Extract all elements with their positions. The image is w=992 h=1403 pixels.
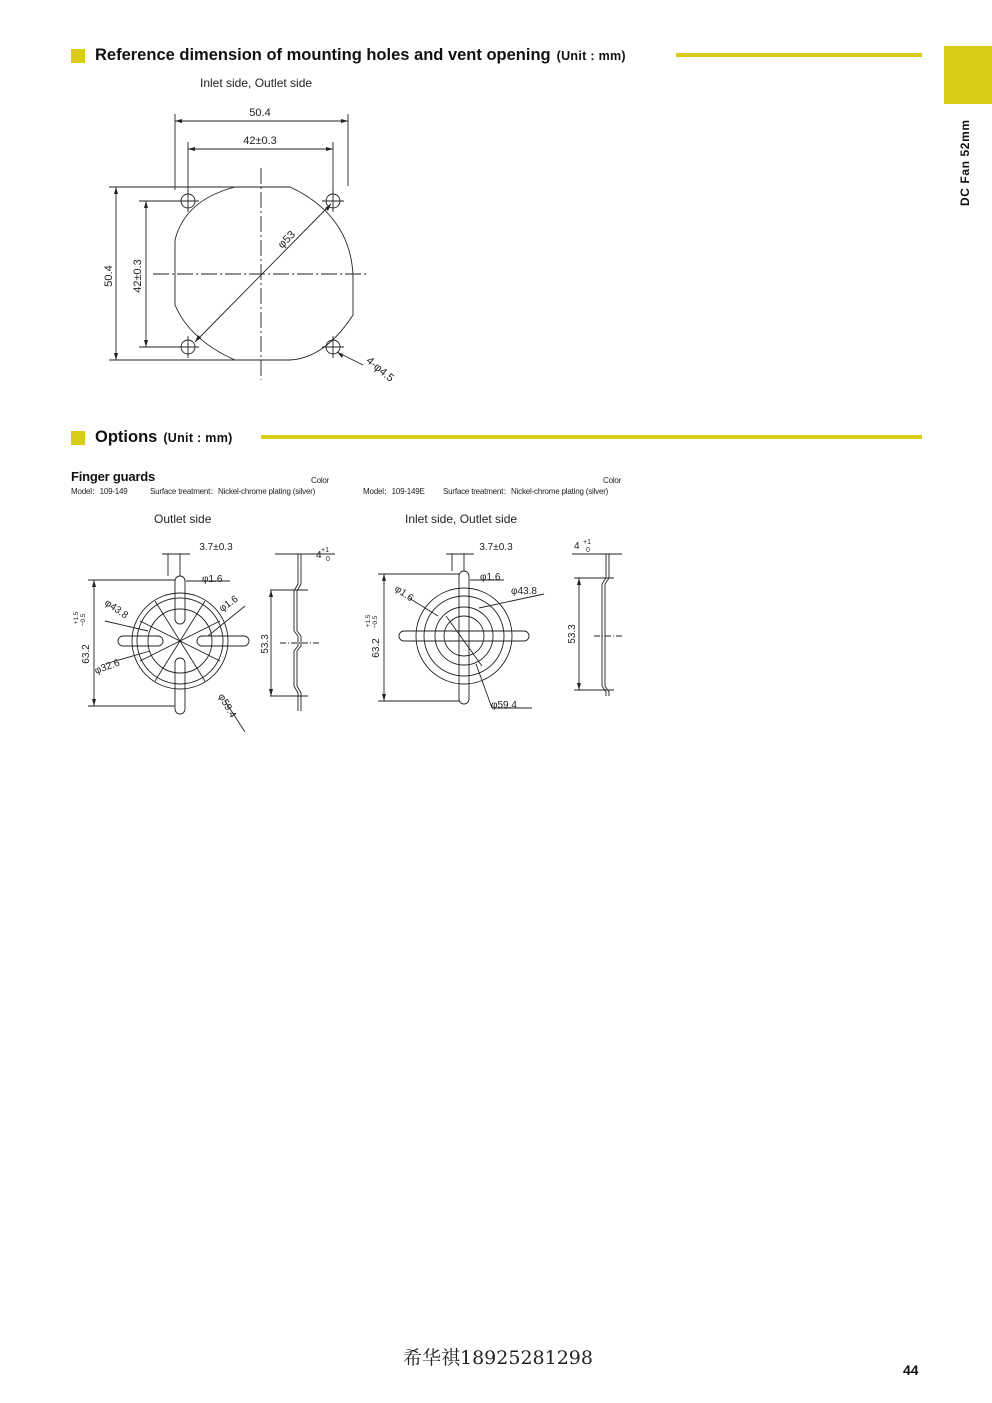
guard-a-model: Model：109-149: [71, 487, 128, 496]
guard-b-thickness: 4: [574, 541, 580, 552]
guard-b-thickness-tol-upper: +1: [583, 539, 591, 546]
dim-hole-pitch-y: 42±0.3: [132, 259, 144, 293]
reference-section-header: [71, 46, 626, 65]
guard-b-wire-spacing: 3.7±0.3: [479, 542, 513, 553]
guard-b-surface: Surface treatment：Nickel-chrome plating (silver): [443, 487, 609, 496]
page-number: 44: [903, 1362, 919, 1378]
guard-a-drawing: [70, 536, 350, 736]
guard-b-pitch: 53.3: [567, 624, 578, 644]
guard-b-color-label: Color: [603, 476, 622, 485]
guard-b-ring-outer: φ43.8: [511, 586, 537, 597]
guard-a-height-tol-lower: −0.5: [80, 613, 87, 627]
guard-b-wire-dia-2: φ1.6: [392, 583, 416, 605]
guard-a-thickness: 4: [316, 550, 322, 561]
side-tab-label: DC Fan 52mm: [958, 119, 972, 206]
guard-a-wire-spacing: 3.7±0.3: [199, 542, 233, 553]
guard-a-ring-outer: φ43.8: [102, 597, 130, 622]
options-section-header: [71, 428, 233, 447]
guard-b-height: 63.2: [371, 638, 382, 658]
guard-a-outer-dia: φ59.4: [215, 692, 238, 720]
reference-section-rule: [676, 53, 922, 57]
guard-b-outer-dia: φ59.4: [491, 700, 517, 711]
guard-a-height-tol-upper: +1.5: [73, 611, 80, 625]
dim-width-total: 50.4: [249, 107, 271, 119]
guard-b-height-tol-lower: −0.5: [372, 615, 379, 629]
guard-b-drawing: [364, 536, 644, 736]
options-section-title: Options: [95, 428, 158, 446]
side-tab: [944, 46, 992, 104]
guard-a-wire-dia-2: φ1.6: [217, 593, 241, 615]
reference-section-title: Reference dimension of mounting holes and vent opening: [95, 46, 551, 64]
guard-b-model: Model：109-149E: [363, 487, 425, 496]
guard-a-caption: Outlet side: [154, 512, 212, 526]
guard-a-color-label: Color: [311, 476, 330, 485]
dim-hole-pitch-x: 42±0.3: [243, 135, 277, 147]
footer-contact: 希华祺18925281298: [403, 1347, 593, 1369]
guard-a-thickness-tol-upper: +1: [321, 547, 329, 554]
reference-section-unit: (Unit : mm): [556, 48, 626, 63]
mounting-holes-drawing: [95, 100, 415, 400]
guard-a-thickness-tol-lower: 0: [326, 556, 330, 563]
section-marker-icon: [71, 431, 85, 445]
dim-height-total: 50.4: [103, 265, 115, 287]
finger-guards-title: Finger guards: [71, 469, 156, 484]
guard-a-surface: Surface treatment：Nickel-chrome plating (silver): [150, 487, 316, 496]
guard-a-height: 63.2: [81, 644, 92, 664]
options-section-unit: (Unit : mm): [163, 430, 233, 445]
guard-a-pitch: 53.3: [260, 634, 271, 654]
reference-caption: Inlet side, Outlet side: [200, 76, 313, 90]
dim-vent-diameter: φ53: [275, 228, 298, 251]
guard-b-wire-dia: φ1.6: [480, 572, 501, 583]
dim-holes: 4-φ4.5: [363, 354, 397, 385]
guard-a-ring-inner: φ32.6: [93, 657, 122, 677]
guard-a-wire-dia: φ1.6: [202, 574, 223, 585]
guard-b-thickness-tol-lower: 0: [586, 547, 590, 554]
section-marker-icon: [71, 49, 85, 63]
guard-b-height-tol-upper: +1.5: [365, 614, 372, 628]
options-section-rule: [261, 435, 922, 439]
guard-b-caption: Inlet side, Outlet side: [405, 512, 518, 526]
